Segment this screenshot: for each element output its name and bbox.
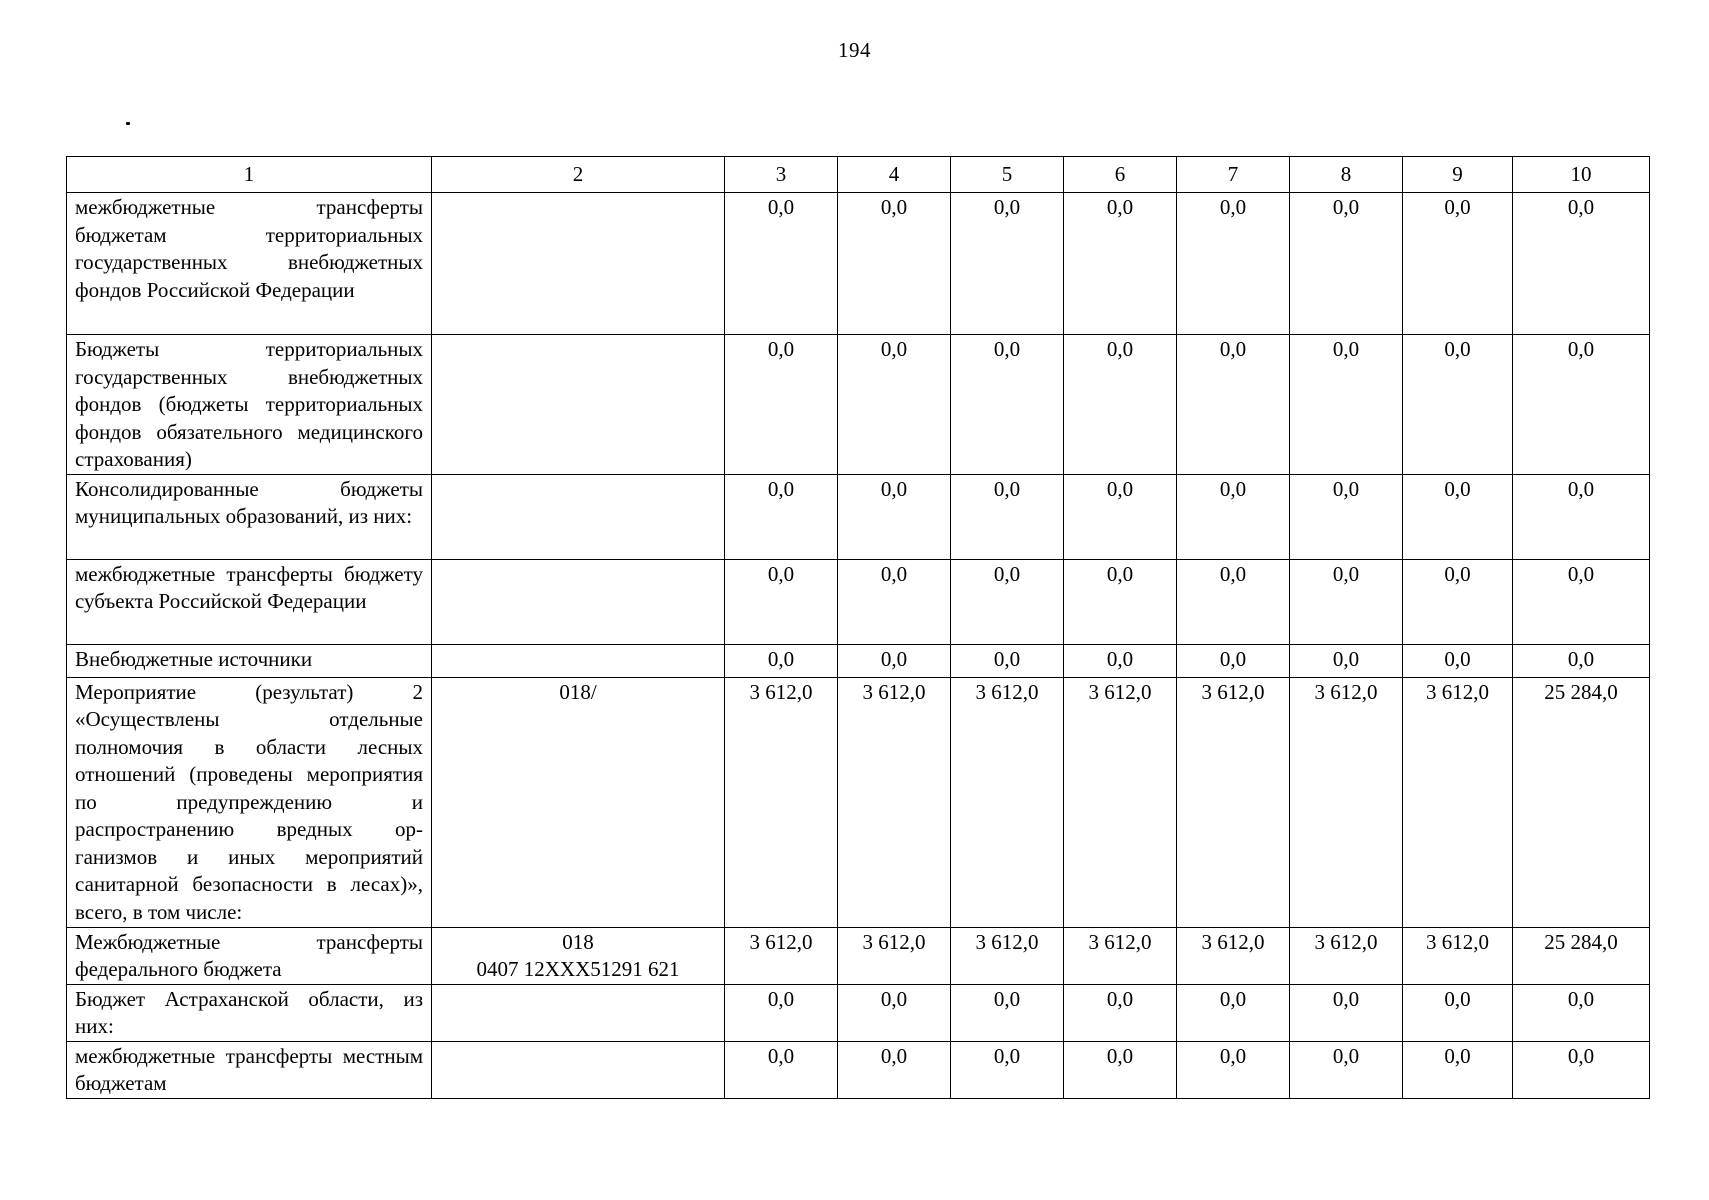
value-cell: 0,0 — [1403, 644, 1513, 677]
column-header: 2 — [432, 157, 725, 193]
value-cell: 0,0 — [951, 335, 1064, 475]
value-cell: 0,0 — [1290, 644, 1403, 677]
value-cell: 3 612,0 — [951, 927, 1064, 984]
value-cell: 3 612,0 — [1403, 927, 1513, 984]
value-cell: 0,0 — [1290, 559, 1403, 644]
column-header: 7 — [1177, 157, 1290, 193]
value-cell: 0,0 — [1290, 984, 1403, 1041]
budget-code — [432, 984, 725, 1041]
value-cell: 0,0 — [951, 193, 1064, 335]
value-cell: 0,0 — [1177, 335, 1290, 475]
value-cell: 0,0 — [1403, 335, 1513, 475]
value-cell: 25 284,0 — [1513, 677, 1650, 927]
value-cell: 3 612,0 — [838, 677, 951, 927]
value-cell: 0,0 — [725, 559, 838, 644]
table-row — [67, 677, 1650, 927]
stray-mark — [126, 122, 130, 125]
table-row — [67, 1041, 1650, 1098]
value-cell: 3 612,0 — [725, 677, 838, 927]
value-cell: 0,0 — [1064, 559, 1177, 644]
value-cell: 3 612,0 — [725, 927, 838, 984]
value-cell: 0,0 — [1290, 335, 1403, 475]
value-cell: 3 612,0 — [1064, 927, 1177, 984]
table-row — [67, 193, 1650, 335]
value-cell: 0,0 — [1177, 193, 1290, 335]
table-row — [67, 984, 1650, 1041]
row-description: Бюджеты территориальных государственных внебюджетных фондов (бюджеты территориальных фондов обязательного медицинского страхования) — [67, 335, 432, 475]
row-description: межбюджетные трансферты бюджетам территориальных государственных внебюджетных фондов Российской Федерации — [67, 193, 432, 335]
value-cell: 0,0 — [1513, 984, 1650, 1041]
value-cell: 0,0 — [1403, 193, 1513, 335]
value-cell: 0,0 — [725, 644, 838, 677]
value-cell: 0,0 — [1290, 474, 1403, 559]
value-cell: 0,0 — [725, 193, 838, 335]
value-cell: 0,0 — [1177, 984, 1290, 1041]
row-description: Мероприятие (результат) 2 «Осуществлены отдельные полномочия в области лесных отношений (проведены мероприятия по предупреждению и распространению вредных организмов и иных мероприятий санитарной безопасности в лесах)», всего, в том числе: — [67, 677, 432, 927]
value-cell: 3 612,0 — [951, 677, 1064, 927]
column-header: 10 — [1513, 157, 1650, 193]
table-row — [67, 335, 1650, 475]
budget-code — [432, 474, 725, 559]
value-cell: 0,0 — [951, 559, 1064, 644]
value-cell: 0,0 — [951, 1041, 1064, 1098]
page-number: 194 — [838, 38, 871, 62]
value-cell: 0,0 — [838, 1041, 951, 1098]
value-cell: 3 612,0 — [1177, 677, 1290, 927]
value-cell: 0,0 — [1064, 984, 1177, 1041]
value-cell: 3 612,0 — [1064, 677, 1177, 927]
value-cell: 0,0 — [1177, 644, 1290, 677]
column-header: 1 — [67, 157, 432, 193]
table-row — [67, 474, 1650, 559]
column-header: 9 — [1403, 157, 1513, 193]
value-cell: 0,0 — [1513, 335, 1650, 475]
value-cell: 0,0 — [838, 984, 951, 1041]
value-cell: 0,0 — [951, 984, 1064, 1041]
row-description: Бюджет Астраханской области, из них: — [67, 984, 432, 1041]
table-row — [67, 927, 1650, 984]
budget-code — [432, 335, 725, 475]
budget-code: 018 0407 12ХХХ51291 621 — [432, 927, 725, 984]
column-header: 3 — [725, 157, 838, 193]
table-row — [67, 559, 1650, 644]
row-description: межбюджетные трансферты бюджету субъекта Российской Федерации — [67, 559, 432, 644]
value-cell: 25 284,0 — [1513, 927, 1650, 984]
value-cell: 0,0 — [1513, 559, 1650, 644]
table-body — [67, 193, 1650, 1099]
value-cell: 0,0 — [1290, 193, 1403, 335]
value-cell: 0,0 — [725, 984, 838, 1041]
row-description: Межбюджетные трансферты федерального бюджета — [67, 927, 432, 984]
value-cell: 0,0 — [838, 335, 951, 475]
row-description: межбюджетные трансферты местным бюджетам — [67, 1041, 432, 1098]
column-header: 8 — [1290, 157, 1403, 193]
table-row — [67, 644, 1650, 677]
value-cell: 0,0 — [1403, 984, 1513, 1041]
row-description: Внебюджетные источники — [67, 644, 432, 677]
row-description: Консолидированные бюджеты муниципальных образований, из них: — [67, 474, 432, 559]
value-cell: 0,0 — [1513, 474, 1650, 559]
value-cell: 0,0 — [1290, 1041, 1403, 1098]
value-cell: 0,0 — [1513, 193, 1650, 335]
value-cell: 3 612,0 — [1290, 677, 1403, 927]
value-cell: 0,0 — [725, 1041, 838, 1098]
value-cell: 0,0 — [951, 474, 1064, 559]
value-cell: 0,0 — [838, 193, 951, 335]
value-cell: 0,0 — [1403, 474, 1513, 559]
value-cell: 0,0 — [1064, 193, 1177, 335]
value-cell: 0,0 — [1403, 1041, 1513, 1098]
value-cell: 3 612,0 — [838, 927, 951, 984]
value-cell: 0,0 — [1403, 559, 1513, 644]
value-cell: 0,0 — [838, 644, 951, 677]
budget-code — [432, 193, 725, 335]
budget-code — [432, 1041, 725, 1098]
value-cell: 0,0 — [1513, 644, 1650, 677]
value-cell: 0,0 — [838, 474, 951, 559]
value-cell: 3 612,0 — [1177, 927, 1290, 984]
value-cell: 0,0 — [725, 474, 838, 559]
value-cell: 0,0 — [838, 559, 951, 644]
value-cell: 0,0 — [1064, 1041, 1177, 1098]
budget-code — [432, 559, 725, 644]
column-header: 4 — [838, 157, 951, 193]
budget-table — [66, 156, 1650, 1099]
value-cell: 0,0 — [1177, 474, 1290, 559]
value-cell: 0,0 — [1064, 335, 1177, 475]
value-cell: 0,0 — [725, 335, 838, 475]
budget-code — [432, 644, 725, 677]
value-cell: 3 612,0 — [1403, 677, 1513, 927]
value-cell: 0,0 — [1064, 644, 1177, 677]
value-cell: 0,0 — [1177, 559, 1290, 644]
value-cell: 0,0 — [1177, 1041, 1290, 1098]
column-header: 6 — [1064, 157, 1177, 193]
value-cell: 3 612,0 — [1290, 927, 1403, 984]
budget-code: 018/ — [432, 677, 725, 927]
value-cell: 0,0 — [1513, 1041, 1650, 1098]
header-row — [67, 157, 1650, 193]
column-header: 5 — [951, 157, 1064, 193]
value-cell: 0,0 — [951, 644, 1064, 677]
value-cell: 0,0 — [1064, 474, 1177, 559]
